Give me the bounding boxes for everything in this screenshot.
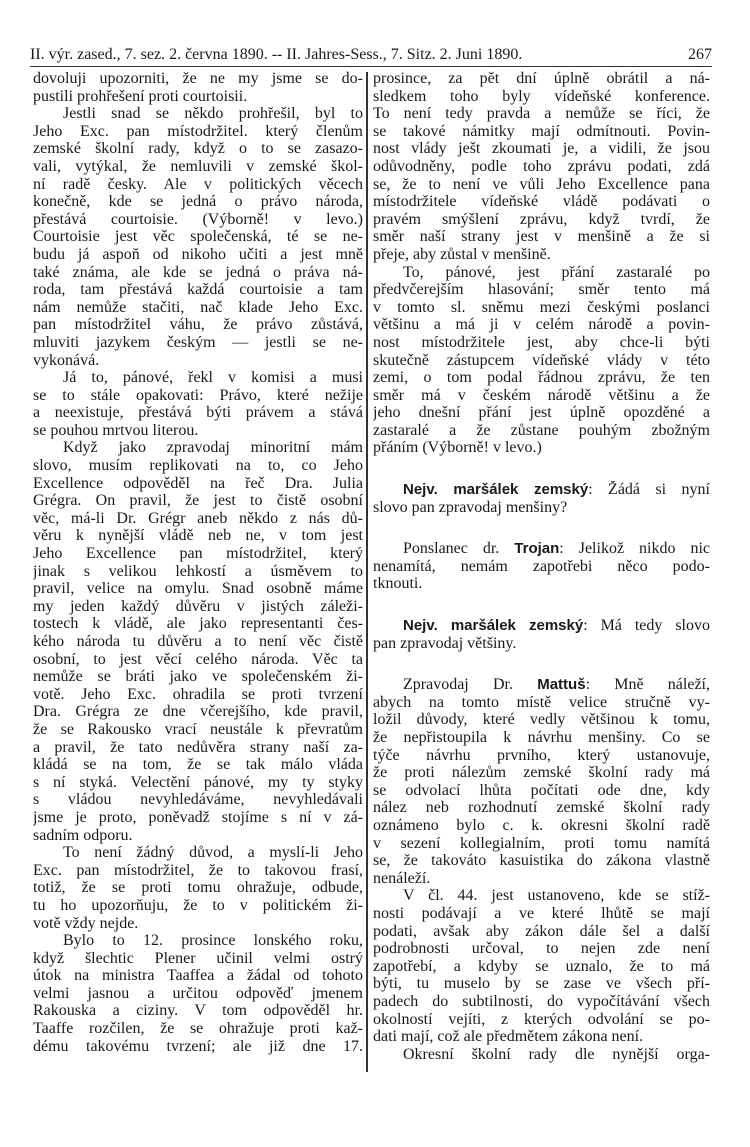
text-line: zemi, o tom podal řádnou zprávu, že ten [373,369,710,387]
text-line: oznámeno bylo c. k. okresni školní radě [373,816,710,834]
text-line: prosince, za pět dní úplně obrátil a ná- [373,70,710,87]
paragraph [33,105,363,369]
text-line: okolností vejíti, z kterých odvolání se po- [373,1010,710,1028]
text-line: zemské školní rady, když o to se zasazo- [33,140,363,158]
text-line: roda, tam přestává každá courtoisie a tam [33,281,363,299]
text-line: pan místodržitel váhu, že právo zůstává, [33,316,363,334]
paragraph [33,70,363,105]
text-line: když šlechtic Plener učinil velmi ostrý [33,949,363,967]
text-line: kládá se na tom, že se tak málo vláda [33,756,363,774]
speech-text: : Žádá si nyní [588,481,710,499]
text-line: a pravil, že tato nedůvěra strany naší za- [33,738,363,756]
text-line: padech do subtilnosti, do vypočítávání všech [373,992,710,1010]
text-line: nosti podávají a ve které lhůtě se mají [373,904,710,922]
speech-first-line [373,481,710,499]
paragraph [33,844,363,932]
text-line: Když jako zpravodaj minoritní mám [63,439,363,457]
text-line: že nepřistoupila k návrhu menšiny. Co se [373,729,710,746]
speech-text: : Má tedy slovo [583,617,710,635]
text-line: ní radě česky. Ale v politických věcech [33,175,363,193]
text-line: nález neb rozhodnutí zemské školní rady [373,799,710,817]
text-line: slovo pan zpravodaj menšiny? [373,498,568,516]
text-line: Rakouska a ciziny. V tom odpověděl hr. [33,1002,363,1020]
speech-paragraph [373,617,710,652]
text-line: se pouhou mrtvou literou. [33,421,199,439]
paragraph [33,932,363,1055]
text-line: přáním (Výborně! v levo.) [373,439,542,457]
text-line: pravil, velice na omylu. Snad osobně máme [33,580,363,598]
paragraph [33,439,363,844]
text-line: Dra. Grégra ze dne včerejšího, kde pravil, [33,703,363,721]
text-line: sadním odporu. [33,826,133,844]
text-line: To není žádný důvod, a myslí-li Jeho [63,844,363,862]
text-line: pravém smýšlení zprávu, když tvrdí, že [373,210,710,228]
text-line: jinak s velikou lehkostí a úsměvem to [33,562,363,580]
text-line: s ní styká. Velectění pánové, my ty styky [33,773,363,791]
speaker-name: Mattuš [537,676,586,694]
text-line: dati mají, což ale předmětem zákona není. [373,1028,644,1046]
text-line: býti, tu muselo by se zase ve všech pří- [373,975,710,993]
text-line: nost vlády ješt zkoumati je, a vidili, že jsou [373,140,710,158]
speech-text: : Jelikož nikdo nic [559,540,710,558]
text-line: ložil důvody, které vedly většinou k tomu, [373,711,710,729]
text-line: se to stále opakovati: Právo, které nežije [33,386,363,404]
text-line: my jeden každý důvěru v jistých záleži- [33,597,363,615]
text-line: se, že to není ve vůli Jeho Excellence pana [373,175,710,193]
speech-prefix: Ponslanec dr. [403,540,515,558]
text-line: nost místodržitele jest, aby chce-li býti [373,333,710,351]
text-line: nenamítá, nemám zapotřebi něco podo- [373,557,710,575]
text-line: věc, má-li Dr. Grégr aneb někdo z nás dů- [33,509,363,527]
text-line: Já to, pánové, řekl v komisi a musi [63,369,363,387]
text-line: podati, avšak aby zákon dále šel a další [373,922,710,940]
text-line: sledkem toho byly vídeňské konference. [373,87,710,105]
header-title: II. výr. zased., 7. sez. 2. června 1890. -- II. Jahres-Sess., 7. Sitz. 2. Juni 1890. [30,46,523,63]
text-line: Okresní školní rady dle nynější orga- [403,1045,710,1063]
text-line: Grégra. On pravil, že jest to čistě osobní [33,492,363,510]
text-line: Exc. pan místodržitel, že to takovou frasí, [33,861,363,879]
text-line: konečně, kde se jedná o právo národa, [33,193,363,211]
text-line: přestává courtoisie. (Výborně! v levo.) [33,210,363,228]
text-line: v sezení kollegialním, proti tomu namítá [373,834,710,852]
text-line: podrobnosti určoval, to nejen zde není [373,940,710,958]
paragraph [373,264,710,458]
text-line: skutečně zástupcem vídeňské vlády v této [373,351,710,369]
text-line: Jeho Exc. pan místodržitel. který členům [33,122,363,140]
text-line: místodržitele vídeňské vládě podávati o [373,193,710,211]
text-line: votě vždy nejde. [33,914,139,932]
text-line: vali, vytýkal, že nemluvili v zemské škol- [33,157,363,175]
paragraph [373,1046,710,1064]
text-line: To není tedy pravda a nemůže se říci, že [373,105,710,123]
text-line: se odvolací lhůta počítati ode dne, kdy [373,781,710,799]
text-line: votě. Jeho Exc. ohradila se proti tvrzení [33,685,363,703]
text-line: týče návrhu prvního, který ustanovuje, [373,746,710,764]
text-line: Excellence odpověděl na řeč Dra. Julia [33,474,363,492]
page-number: 267 [688,46,712,63]
text-line: útok na ministra Taaffea a žádal od tohoto [33,967,363,985]
text-line: Jestli snad se někdo prohřešil, byl to [63,105,363,123]
speech-first-line [373,617,710,635]
text-line: osobní, to jest věcí celého národa. Věc ta [33,650,363,668]
text-line: se takové námitky mají odmítnouti. Povin- [373,122,710,140]
speech-first-line [373,676,710,694]
running-header [30,40,712,67]
text-line: nám nemůže stačiti, nač klade Jeho Exc. [33,298,363,316]
text-line: V čl. 44. jest ustanoveno, kde se stíž- [403,887,710,905]
column-divider [366,72,368,1072]
text-line: směr má v českém národě většinu a že [373,386,710,404]
text-line: vykonává. [33,351,100,369]
text-line: se, že takováto kasuistika do zákona vlastně [373,852,710,870]
text-line: dému takovému tvrzení; ale již dne 17. [33,1037,363,1055]
text-line: s vládou nevyhledáváme, nevyhledávali [33,791,363,809]
speech-paragraph [373,481,710,516]
text-line: velmi jasnou a určitou odpověď jmenem [33,984,363,1002]
text-line: kého národa tu důvěru a to není věc čistě [33,633,363,650]
text-line: v tomto sl. sněmu mezi českými poslanci [373,298,710,316]
text-line: To, pánové, jest přání zastaralé po [403,263,710,281]
text-line: a neexistuje, přestává býti právem a stává [33,404,363,422]
text-line: že proti nálezům zemské školní rady má [373,764,710,782]
speech-paragraph [373,540,710,593]
text-line: slovo, musím replikovati na to, co Jeho [33,457,363,475]
text-line: Taaffe rozčilen, že se ohražuje proti kaž- [33,1020,363,1038]
text-line: abych na tomto místě velice stručně vy- [373,693,710,711]
text-line: odůvodněny, podle toho zprávu podati, zdá [373,157,710,175]
text-line: pan zpravodaj většiny. [373,634,517,652]
speaker-name: Nejv. maršálek zemský [403,617,584,635]
text-line: Jeho Excellence pan místodržitel, který [33,545,363,563]
speech-text: : Mně náleží, [585,676,710,694]
text-line: zastaralé a že zůstane pouhým zbožným [373,421,710,439]
paragraph [373,70,710,264]
left-column [33,70,363,1055]
text-line: mluviti jazykem českým — jestli se ne- [33,333,363,351]
text-line: přeje, aby zůstal v menšině. [373,245,551,263]
speaker-name: Trojan [514,540,560,558]
speaker-name: Nejv. maršálek zemský [403,481,589,499]
right-column [373,70,710,1063]
text-line: jsme je proto, poněvadž stojíme s ní v zá- [33,808,363,826]
text-line: většinu a má ji v celém národě a povin- [373,316,710,334]
speech-first-line [373,540,710,558]
speech-prefix: Zpravodaj Dr. [403,676,538,694]
paragraph [33,369,363,439]
speech-paragraph [373,676,710,887]
text-line: tu ho upozorňuju, že to v politickém ži- [33,896,363,914]
text-line: dovoluji upozorniti, že ne my jsme se do- [33,70,363,87]
text-line: totiž, že se proti tomu ohražuje, odbude, [33,879,363,897]
paragraph [373,887,710,1045]
text-line: pustili prohřešení proti courtoisii. [33,87,248,105]
text-line: věru k nynější vládě neb ne, v tom jest [33,527,363,545]
text-line: jeho dnešní přání jest úplně opozděné a [373,404,710,422]
text-line: tknouti. [373,575,423,593]
text-line: zapotřebí, a kdyby se uznalo, že to má [373,957,710,975]
text-line: budu já aspoň od nikoho učiti a jest mně [33,245,363,263]
text-line: nenáleží. [373,869,431,887]
text-line: také známa, ale kde se jedná o práva ná- [33,263,363,281]
text-line: Courtoisie jest věc společenská, té se ne- [33,228,363,246]
text-line: nemůže se bráti jako ve společenském ži- [33,668,363,686]
text-line: že se Rakousko vrací neustále k převratům [33,720,363,738]
text-line: směr naší strany jest v menšině a že si [373,228,710,246]
text-line: Bylo to 12. prosince lonského roku, [63,932,363,950]
text-line: tostech k vládě, ale jako representanti čes- [33,615,363,633]
text-line: předvčerejším hlasování; směr tento má [373,281,710,299]
